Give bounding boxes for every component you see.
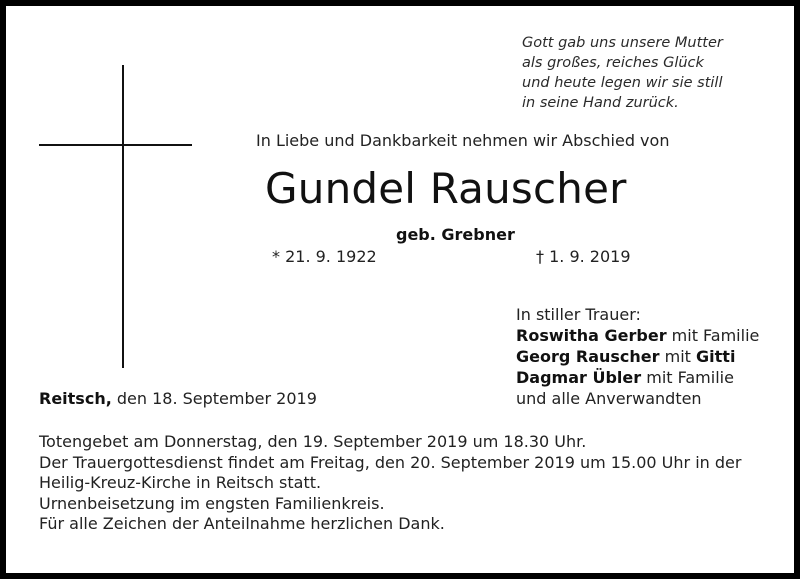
death-date: † 1. 9. 2019 <box>536 247 631 266</box>
place-date <box>39 389 317 408</box>
mourner-suffix: mit <box>659 347 697 366</box>
note-line: Für alle Zeichen der Anteilnahme herzlichen Dank. <box>39 514 445 533</box>
cross-vertical-bar <box>122 65 124 368</box>
mourner-row <box>516 367 759 388</box>
note-line: Der Trauergottesdienst findet am Freitag, den 20. September 2019 um 15.00 Uhr in der <box>39 452 742 472</box>
poem-line: als großes, reiches Glück <box>522 55 704 71</box>
note-line: Heilig-Kreuz-Kirche in Reitsch statt. <box>39 473 322 492</box>
date: den 18. September 2019 <box>111 389 317 408</box>
mourner-name: Georg Rauscher <box>516 347 660 366</box>
mourner-suffix: mit Familie <box>666 326 760 345</box>
place: Reitsch, <box>39 389 112 408</box>
intro-text: In Liebe und Dankbarkeit nehmen wir Abschied von <box>256 131 670 150</box>
birth-date: * 21. 9. 1922 <box>272 247 377 266</box>
mourner-row <box>516 346 759 367</box>
poem <box>522 33 792 113</box>
service-notes <box>39 432 779 535</box>
note-line: Totengebet am Donnerstag, den 19. September 2019 um 18.30 Uhr. <box>39 432 587 451</box>
mourner-name: Dagmar Übler <box>516 368 642 387</box>
mourner-partner: Gitti <box>696 347 736 366</box>
poem-line: und heute legen wir sie still <box>522 75 723 91</box>
note-line: Urnenbeisetzung im engsten Familienkreis. <box>39 493 385 513</box>
cross-horizontal-bar <box>39 144 192 146</box>
poem-line: in seine Hand zurück. <box>522 95 679 111</box>
mourners-heading: In stiller Trauer: <box>516 305 641 324</box>
poem-line: Gott gab uns unsere Mutter <box>522 35 723 51</box>
mourner-name: Roswitha Gerber <box>516 326 667 345</box>
mourners-list <box>516 304 759 409</box>
birth-name: geb. Grebner <box>396 225 515 244</box>
mourners-footer: und alle Anverwandten <box>516 389 702 408</box>
deceased-name: Gundel Rauscher <box>265 164 627 213</box>
mourner-row <box>516 325 759 346</box>
mourner-suffix: mit Familie <box>641 368 734 387</box>
